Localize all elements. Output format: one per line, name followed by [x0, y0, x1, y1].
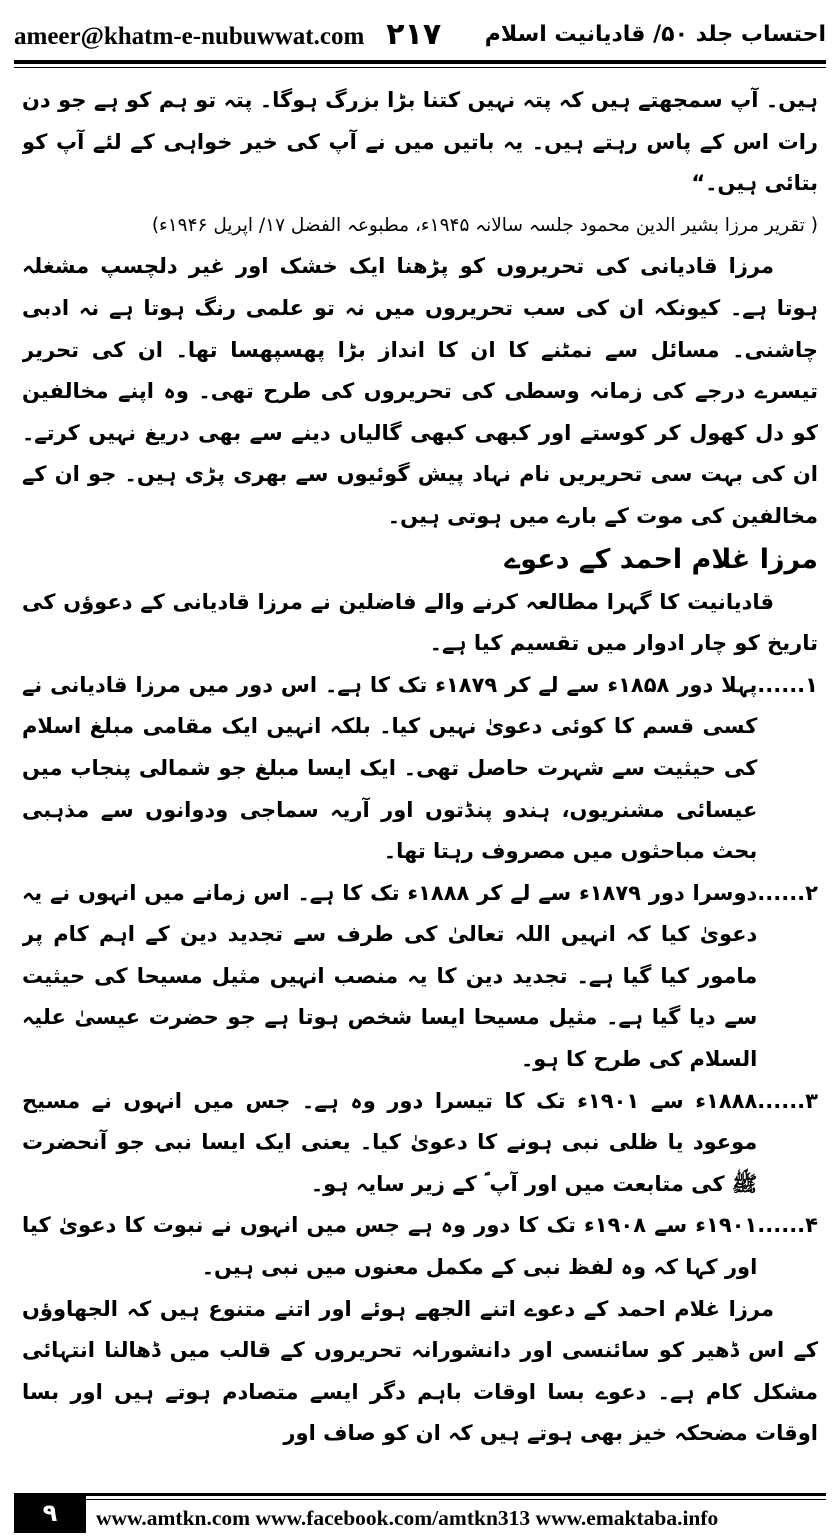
footer-links-block	[86, 1493, 826, 1533]
citation-reference: ( تقریر مرزا بشیر الدین محمود جلسہ سالانہ ۱۹۴۵ء، مطبوعہ الفضل ۱۷/ اپریل ۱۹۴۶ء)	[151, 214, 818, 236]
list-item-number: ۴......	[757, 1213, 818, 1238]
list-item-number: ۱......	[757, 672, 818, 697]
footer-rule-thin	[86, 1499, 826, 1500]
page-footer	[14, 1493, 826, 1533]
list-item	[22, 873, 818, 1081]
list-item-number: ۳......	[757, 1088, 818, 1113]
footer-page-number: ۹	[14, 1493, 86, 1533]
page-header	[14, 10, 826, 58]
header-rule-thick	[14, 60, 826, 64]
list-item-text: ۱۹۰۱ء سے ۱۹۰۸ء تک کا دور وہ ہے جس میں انہوں نے نبوت کا دعویٰ کیا اور کہا کہ وہ لفظ نبی کے مکمل معنوں میں نبی ہیں۔	[22, 1213, 758, 1280]
list-item-number: ۲......	[757, 880, 818, 905]
paragraph-quote-end: ہیں۔ آپ سمجھتے ہیں کہ پتہ نہیں کتنا بڑا بزرگ ہوگا۔ پتہ تو ہم کو ہے جو دن رات اس کے پاس رہتے ہیں۔ یہ باتیں میں نے آپ کی خیر خواہی کے لئے آپ کو بتائی ہیں۔“	[22, 88, 818, 196]
header-book-title: احتساب جلد ۵۰/ قادیانیت اسلام	[484, 21, 826, 47]
header-page-number: ۲۱۷	[386, 16, 442, 52]
list-item	[22, 1205, 818, 1288]
list-item	[22, 665, 818, 873]
header-left	[14, 17, 441, 52]
section-heading: مرزا غلام احمد کے دعوے	[504, 543, 818, 575]
list-item-text: ۱۸۸۸ء سے ۱۹۰۱ء تک کا تیسرا دور وہ ہے۔ جس میں انہوں نے مسیح موعود یا ظلی نبی ہونے کا دعویٰ کیا۔ یعنی ایک ایسا نبی جو آنحضرت ﷺ کی متابعت میں اور آپ ؐ کے زیر سایہ ہو۔	[22, 1088, 758, 1196]
paragraph-writings: مرزا قادیانی کی تحریروں کو پڑھنا ایک خشک اور غیر دلچسپ مشغلہ ہوتا ہے۔ کیونکہ ان کی سب تحریروں میں نہ تو علمی رنگ ہوتا ہے نہ ادبی چاشنی۔ مسائل سے نمٹنے کا ان کا انداز بڑا پھسپھسا تھا۔ ان کی تحریر تیسرے درجے کی زمانہ وسطی کی تحریروں کی طرح تھی۔ وہ اپنے مخالفین کو دل کھول کر کوستے اور کبھی کبھی گالیاں دینے سے بھی دریغ نہیں کرتے۔ ان کی بہت سی تحریریں نام نہاد پیش گوئیوں سے بھری پڑی ہیں۔ جو ان کے مخالفین کی موت کے بارے میں ہوتی ہیں۔	[22, 254, 818, 528]
header-email: ameer@khatm-e-nubuwwat.com	[14, 22, 365, 50]
footer-links: www.amtkn.com www.facebook.com/amtkn313 www.emaktaba.info	[96, 1505, 719, 1530]
paragraph-intro-periods: قادیانیت کا گہرا مطالعہ کرنے والے فاضلین نے مرزا قادیانی کے دعوؤں کی تاریخ کو چار ادوار میں تقسیم کیا ہے۔	[22, 589, 818, 656]
body-text	[22, 80, 818, 1485]
header-rule-thin	[14, 67, 826, 68]
footer-rule-thick	[86, 1493, 826, 1496]
list-item-text: دوسرا دور ۱۸۷۹ء سے لے کر ۱۸۸۸ء تک کا ہے۔ اس زمانے میں انہوں نے یہ دعویٰ کیا کہ انہیں اللہ تعالیٰ کی طرف سے تجدید دین کے اہم کام پر مامور کیا گیا ہے۔ تجدید دین کا یہ منصب انہیں مثیل مسیحا کی حیثیت سے دیا گیا ہے۔ مثیل مسیحا ایسا شخص ہوتا ہے جو حضرت عیسیٰ علیہ السلام کی طرح کا ہو۔	[22, 880, 758, 1072]
list-item-text: پہلا دور ۱۸۵۸ء سے لے کر ۱۸۷۹ء تک کا ہے۔ اس دور میں مرزا قادیانی نے کسی قسم کا کوئی دعویٰ نہیں کیا۔ بلکہ انہیں ایک مقامی مبلغ اسلام کی حیثیت سے شہرت حاصل تھی۔ ایک ایسا مبلغ جو شمالی پنجاب میں عیسائی مشنریوں، ہندو پنڈتوں اور آریہ سماجی ودوانوں سے مذہبی بحث مباحثوں میں مصروف رہتا تھا۔	[22, 672, 758, 864]
list-item	[22, 1081, 818, 1206]
paragraph-claims: مرزا غلام احمد کے دعوے اتنے الجھے ہوئے اور اتنے متنوع ہیں کہ الجھاوؤں کے اس ڈھیر کو سائنسی اور دانشورانہ تحریروں کے قالب میں ڈھالنا انتہائی مشکل کام ہے۔ دعوے بسا اوقات باہم دگر ایسے متصادم ہوتے ہیں اور بسا اوقات مضحکہ خیز بھی ہوتے ہیں کہ ان کو صاف اور	[22, 1296, 818, 1446]
